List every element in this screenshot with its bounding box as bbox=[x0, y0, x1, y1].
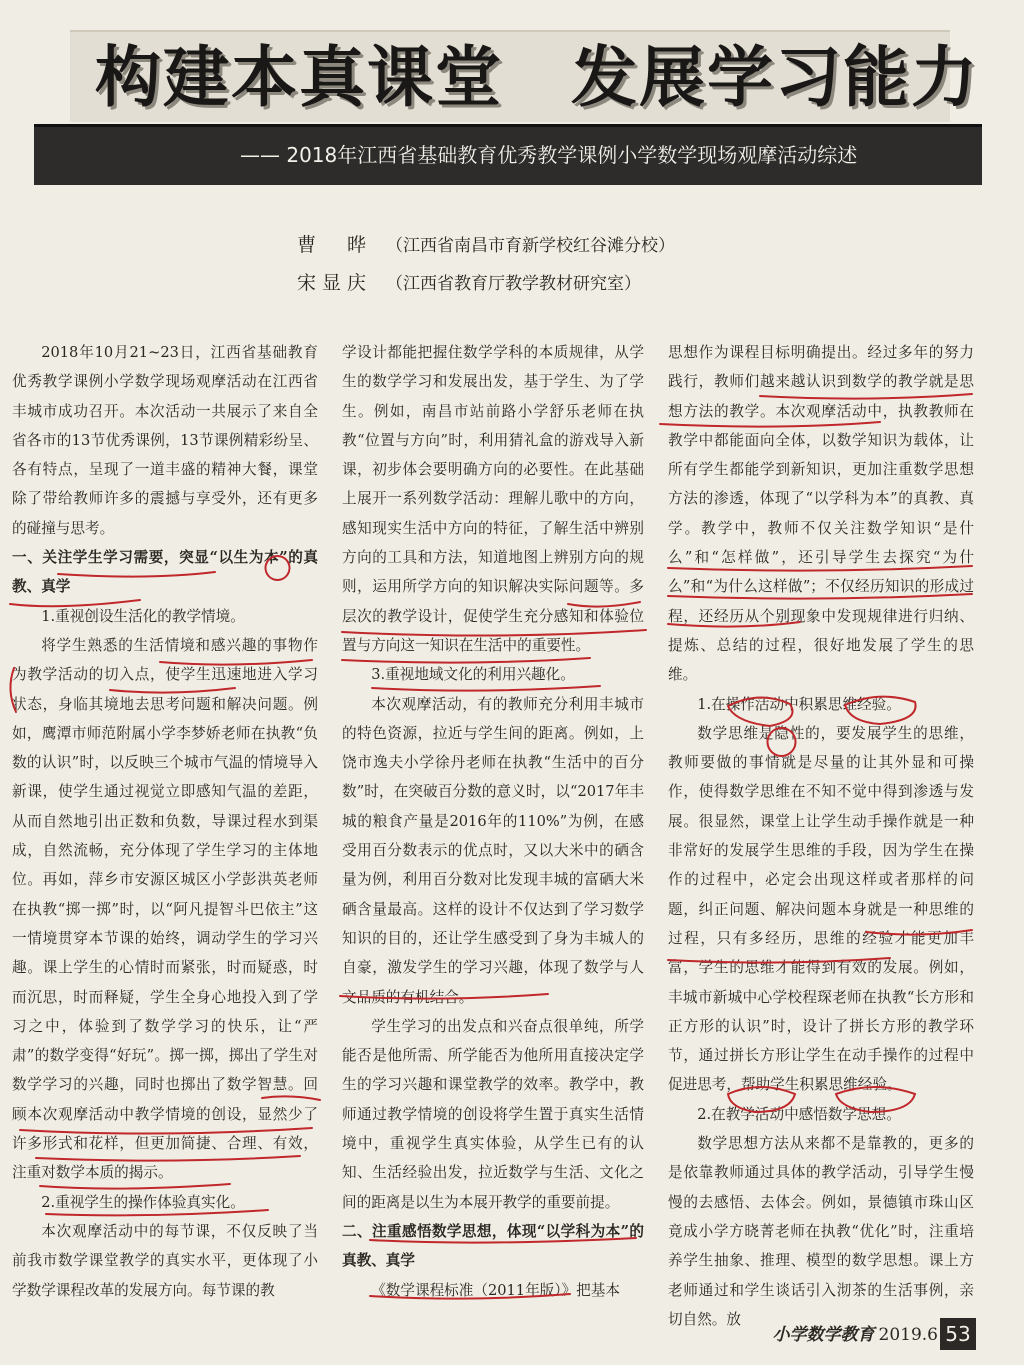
paragraph: 数学思想方法从来都不是靠教的，更多的是依靠教师通过具体的教学活动，引导学生慢慢的去感悟、去体会。例如，景德镇市珠山区竟成小学方晓菁老师在执教“优化”时，注重培养学生抽象、推理、模型的数学思想。课上方老师通过和学生谈话引入沏茶的生活事例，亲切自然。放 bbox=[668, 1135, 974, 1328]
subsection-heading: 1.重视创设生活化的教学情境。 bbox=[41, 607, 245, 625]
paragraph: 学生学习的出发点和兴奋点很单纯，所学能否是他所需、所学能否为他所用直接决定学生的学习兴趣和课堂教学的效率。教学中，教师通过教学情境的创设将学生置于真实生活情境中，重视学生真实体验，从学生已有的认知、生活经验出发，拉近数学与生活、文化之间的距离是以生为本展开教学的重要前提。 bbox=[342, 1017, 644, 1211]
author-line-2 bbox=[297, 268, 641, 298]
magazine-title: 小学数学教育 bbox=[772, 1325, 875, 1345]
author-name: 曹 晔 bbox=[297, 234, 373, 256]
subsection-heading: 3.重视地域文化的利用兴趣化。 bbox=[371, 666, 575, 684]
subsection-heading: 1.在操作活动中积累思维经验。 bbox=[697, 695, 901, 713]
issue-number: 2019.6 bbox=[878, 1325, 938, 1345]
paragraph: 思想作为课程目标明确提出。经过多年的努力践行，教师们越来越认识到数学的教学就是思想方法的教学。本次观摩活动中，执教教师在教学中都能面向全体，以数学知识为载体，让所有学生都能学到新知识，更加注重数学思想方法的渗透，体现了“以学科为本”的真教、真学。教学中，教师不仅关注数学知识“是什么”和“怎样做”，还引导学生去探究“为什么”和“为什么这样做”；不仅经历知识的形成过程，还经历从个别现象中发现规律进行归纳、提炼、总结的过程，很好地发展了学生的思维。 bbox=[668, 344, 974, 684]
column-2 bbox=[342, 338, 644, 1318]
page-number: 53 bbox=[940, 1318, 976, 1350]
paragraph: 将学生熟悉的生活情境和感兴趣的事物作为教学活动的切入点，使学生迅速地进入学习状态，身临其境地去思考问题和解决问题。例如，鹰潭市师范附属小学李梦娇老师在执教“负数的认识”时，以反映三个城市气温的情境导入新课，使学生通过视觉立即感知气温的差距，从而自然地引出正数和负数，导课过程水到渠成，自然流畅，充分体现了学生学习的主体地位。再如，萍乡市安源区城区小学彭洪英老师在执教“掷一掷”时，以“阿凡提智斗巴依主”这一情境贯穿本节课的始终，调动学生的学习兴趣。课上学生的心情时而紧张，时而疑惑，时而沉思，时而释疑，学生全身心地投入到了学习之中，体验到了数学学习的快乐，让“严肃”的数学变得“好玩”。掷一掷，掷出了学生对数学学习的兴趣，同时也掷出了数学智慧。回顾本次观摩活动中教学情境的创设，显然少了许多形式和花样，但更加简捷、合理、有效，注重对数学本质的揭示。 bbox=[12, 636, 318, 1182]
paragraph: 《数学课程标准（2011年版）》把基本 bbox=[371, 1281, 620, 1299]
author-affiliation: （江西省南昌市育新学校红谷滩分校） bbox=[386, 236, 676, 256]
magazine-name bbox=[770, 1320, 938, 1350]
article-body bbox=[0, 338, 1024, 1328]
paragraph: 数学思维是隐性的，要发展学生的思维，教师要做的事情就是尽量的让其外显和可操作，使得数学思维在不知不觉中得到渗透与发展。很显然，课堂上让学生动手操作就是一种非常好的发展学生思维的手段，因为学生在操作的过程中，必定会出现这样或者那样的问题，纠正问题、解决问题本身就是一种思维的过程，只有多经历，思维的经验才能更加丰富，学生的思维才能得到有效的发展。例如，丰城市新城中心学校程琛老师在执教“长方形和正方形的认识”时，设计了拼长方形的教学环节，通过拼长方形让学生在动手操作的过程中促进思考，帮助学生积累思维经验。 bbox=[668, 724, 974, 1094]
column-1 bbox=[12, 338, 318, 1318]
paragraph: 2018年10月21~23日，江西省基础教育优秀教学课例小学数学现场观摩活动在江西省丰城市成功召开。本次活动一共展示了来自全省各市的13节优秀课例，13节课例精彩纷呈、各有特点，呈现了一道丰盛的精神大餐，课堂除了带给教师许多的震撼与享受外，还有更多的碰撞与思考。 bbox=[12, 344, 318, 537]
paragraph: 本次观摩活动，有的教师充分利用丰城市的特色资源，拉近与学生间的距离。例如，上饶市逸夫小学徐丹老师在执教“生活中的百分数”时，在突破百分数的意义时，以“2017年丰城的粮食产量是2016年的110%”为例，在感受用百分数表示的优点时，又以大米中的硒含量为例，利用百分数对比发现丰城的富硒大米硒含量最高。这样的设计不仅达到了学习数学知识的目的，还让学生感受到了身为丰城人的自豪，激发学生的学习兴趣，体现了数学与人文品质的有机结合。 bbox=[342, 695, 644, 1006]
author-name: 宋显庆 bbox=[297, 272, 373, 294]
article-title: 构建本真课堂 发展学习能力 bbox=[95, 39, 979, 116]
paragraph: 学设计都能把握住数学学科的本质规律，从学生的数学学习和发展出发，基于学生、为了学生。例如，南昌市站前路小学舒乐老师在执教“位置与方向”时，利用猜礼盒的游戏导入新课，初步体会要明确方向的必要性。在此基础上展开一系列数学活动：理解儿歌中的方向，感知现实生活中方向的特征，了解生活中辨别方向的工具和方法，知道地图上辨别方向的规则，运用所学方向的知识解决实际问题等。多层次的教学设计，促使学生充分感知和体验位置与方向这一知识在生活中的重要性。 bbox=[342, 344, 644, 654]
subsection-heading: 2.重视学生的操作体验真实化。 bbox=[41, 1193, 245, 1211]
author-affiliation: （江西省教育厅教学教材研究室） bbox=[386, 274, 642, 294]
paragraph: 本次观摩活动中的每节课，不仅反映了当前我市数学课堂教学的真实水平，更体现了小学数学课程改革的发展方向。每节课的教 bbox=[12, 1222, 318, 1299]
column-3 bbox=[668, 338, 974, 1328]
subsection-heading: 2.在教学活动中感悟数学思想。 bbox=[697, 1105, 901, 1123]
article-subtitle: —— 2018年江西省基础教育优秀教学课例小学数学现场观摩活动综述 bbox=[240, 143, 858, 167]
section-heading: 一、关注学生学习需要，突显“以生为本”的真教、真学 bbox=[12, 549, 318, 596]
author-line-1 bbox=[297, 230, 675, 260]
section-heading: 二、注重感悟数学思想，体现“以学科为本”的真教、真学 bbox=[342, 1222, 644, 1270]
